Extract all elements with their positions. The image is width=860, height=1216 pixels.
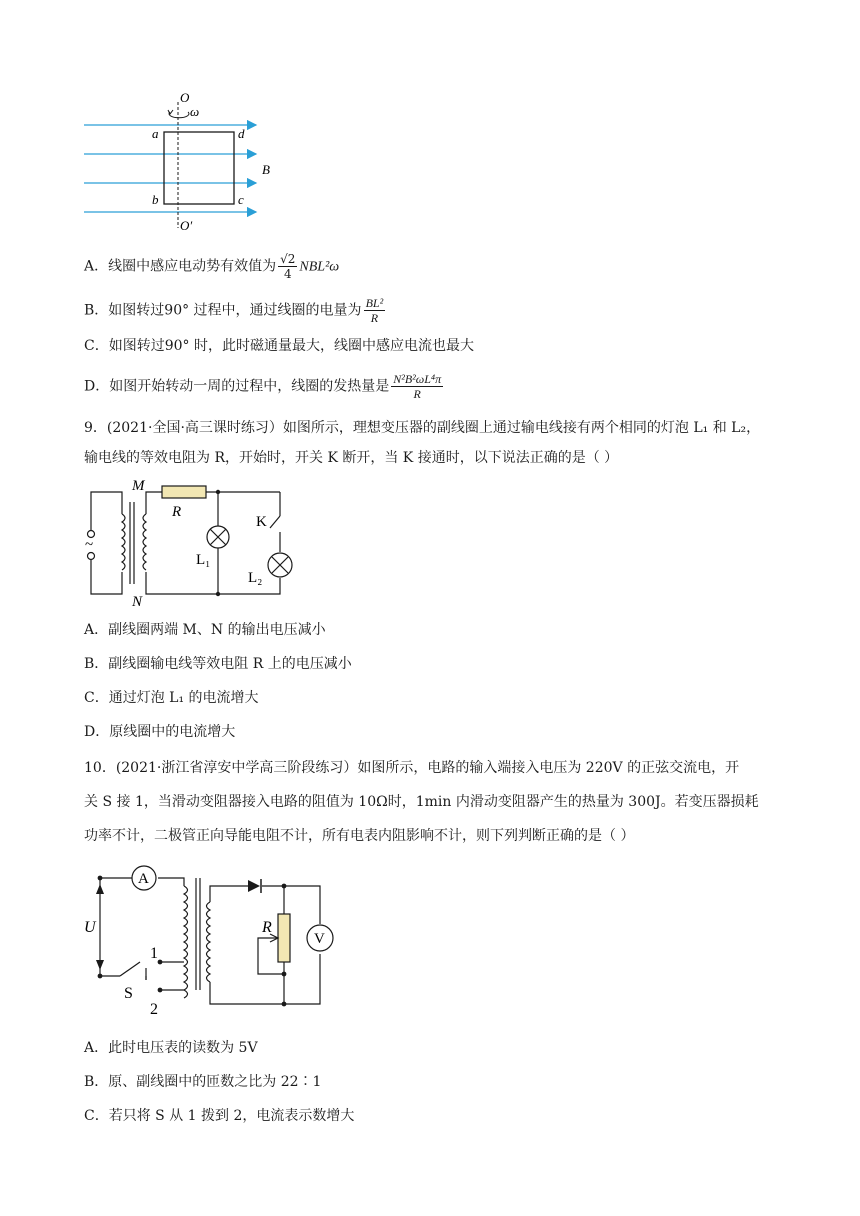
label-R: R (262, 919, 272, 936)
label-K: K (256, 514, 267, 530)
label-L1: L₁ (196, 552, 211, 568)
q8-option-a: A．线圈中感应电动势有效值为 $\frac{√2}{4}$ NBL²ω (84, 252, 340, 281)
q9-option-d: D．原线圈中的电流增大 (84, 724, 236, 740)
frac-d: $\frac{\text{N²B²ωL⁴π}}{R}$ (393, 372, 442, 401)
q8-option-c: C．如图转过90° 时，此时磁通量最大，线圈中感应电流也最大 (84, 338, 474, 354)
label-B: B (262, 162, 270, 177)
q10-stem-1: 10．(2021·浙江省淳安中学高三阶段练习）如图所示，电路的输入端接入电压为 220V 的正弦交流电，开 (84, 760, 740, 776)
diode (248, 880, 260, 892)
q9-stem-1: 9．(2021·全国·高三课时练习）如图所示，理想变压器的副线圈上通过输电线接有两个相同的灯泡 L₁ 和 L₂， (84, 420, 761, 436)
q10-option-a: A．此时电压表的读数为 5V (84, 1040, 258, 1056)
frac-a: $\frac{√2}{4}$ (280, 252, 296, 281)
ammeter-label: A (138, 871, 149, 887)
label-S: S (124, 985, 133, 1002)
label-R: R (172, 504, 182, 520)
q9-stem-2: 输电线的等效电阻为 R，开始时，开关 K 断开，当 K 接通时，以下说法正确的是（ ） (84, 450, 619, 466)
q9-option-a: A．副线圈两端 M、N 的输出电压减小 (84, 622, 326, 638)
label-Oprime: O′ (180, 218, 193, 233)
frac-b: $\frac{\text{BL²}}{R}$ (365, 296, 384, 325)
q10-stem-2: 关 S 接 1，当滑动变阻器接入电路的阻值为 10Ω时，1min 内滑动变阻器产生的热量为 300J。若变压器损耗 (84, 794, 759, 810)
label-M: M (132, 478, 145, 494)
field-lines (84, 125, 256, 212)
label-ac: ~ (85, 537, 94, 553)
label-a: a (152, 126, 159, 141)
label-d: d (238, 126, 245, 141)
coil-field-figure (84, 88, 284, 238)
label-omega: ω (190, 104, 200, 119)
label-O: O (180, 90, 190, 105)
label-N: N (132, 594, 143, 606)
transformer-lamps-figure (84, 476, 304, 606)
q10-option-c: C．若只将 S 从 1 拨到 2，电流表示数增大 (84, 1108, 355, 1124)
resistor-R (162, 486, 206, 498)
label-1: 1 (150, 945, 158, 962)
q8-option-b: B．如图转过90° 过程中，通过线圈的电量为 $\frac{\text{BL²}}{R}$ (84, 296, 384, 325)
label-2: 2 (150, 1001, 158, 1018)
label-c: c (238, 192, 244, 207)
q10-option-b: B．原、副线圈中的匝数之比为 22∶1 (84, 1074, 322, 1090)
q9-option-c: C．通过灯泡 L₁ 的电流增大 (84, 690, 259, 706)
q10-stem-3: 功率不计，二极管正向导能电阻不计，所有电表内阻影响不计，则下列判断正确的是（ ） (84, 828, 635, 844)
label-L2: L₂ (248, 570, 263, 586)
voltmeter-label: V (314, 931, 325, 947)
transformer-diode-figure (84, 858, 344, 1018)
label-U: U (84, 919, 96, 936)
q8-option-d: D．如图开始转动一周的过程中，线圈的发热量是 $\frac{\text{N²B²ωL⁴π}}{R}$ (84, 372, 442, 401)
q9-option-b: B．副线圈输电线等效电阻 R 上的电压减小 (84, 656, 352, 672)
rheostat-R (278, 914, 290, 962)
coil-rect (164, 132, 234, 204)
label-b: b (152, 192, 159, 207)
